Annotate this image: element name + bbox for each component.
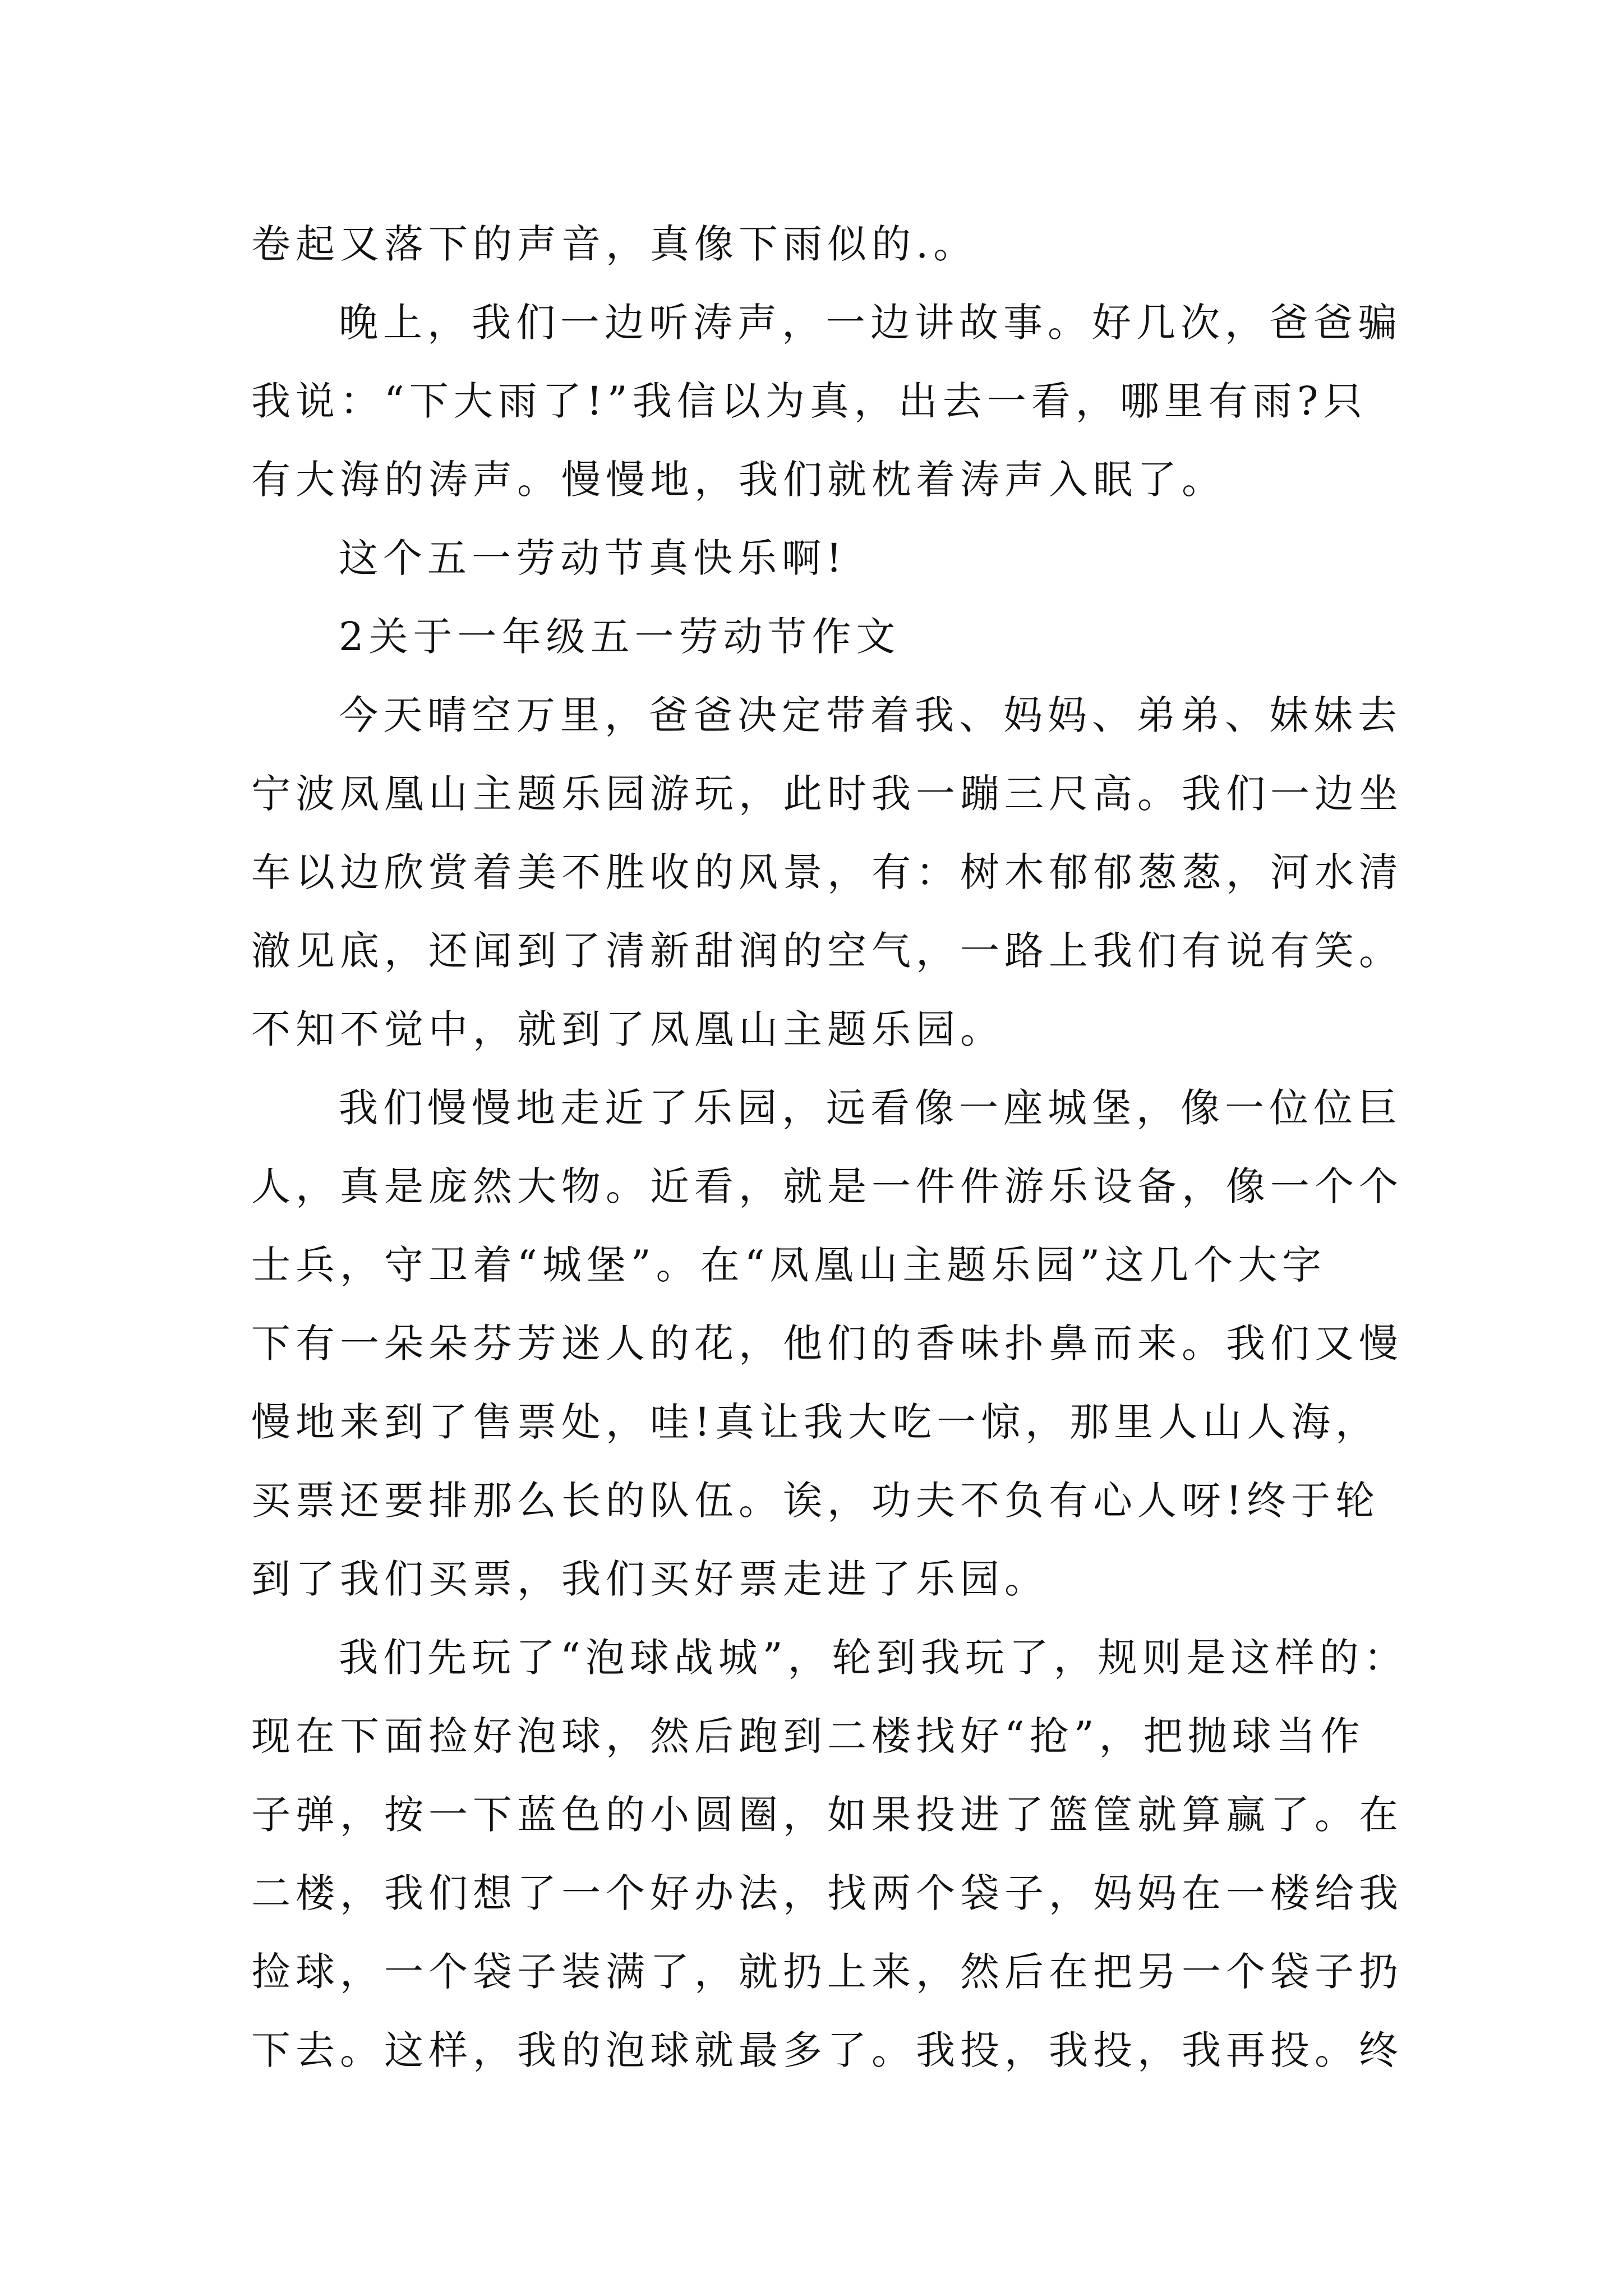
text-line: 到了我们买票，我们买好票走进了乐园。	[251, 1556, 1049, 1602]
text-line: 捡球，一个袋子装满了，就扔上来，然后在把另一个袋子扔	[251, 1949, 1403, 1995]
paragraph-start-line: 我们先玩了“泡球战城”，轮到我玩了，规则是这样的：	[339, 1635, 1408, 1681]
text-line: 下有一朵朵芬芳迷人的花，他们的香味扑鼻而来。我们又慢	[251, 1320, 1403, 1366]
section-heading: 2关于一年级五一劳动节作文	[339, 614, 901, 660]
text-line: 二楼，我们想了一个好办法，找两个袋子，妈妈在一楼给我	[251, 1870, 1403, 1916]
paragraph-start-line: 我们慢慢地走近了乐园，远看像一座城堡，像一位位巨	[339, 1085, 1402, 1131]
text-line: 有大海的涛声。慢慢地，我们就枕着涛声入眠了。	[251, 457, 1226, 503]
text-line: 不知不觉中，就到了凤凰山主题乐园。	[251, 1006, 1004, 1052]
text-line: 子弹，按一下蓝色的小圆圈，如果投进了篮筐就算赢了。在	[251, 1792, 1403, 1838]
text-line: 慢地来到了售票处，哇!真让我大吃一惊，那里人山人海，	[251, 1399, 1380, 1445]
text-line: 买票还要排那么长的队伍。诶，功夫不负有心人呀!终于轮	[251, 1478, 1380, 1524]
text-line: 现在下面捡好泡球，然后跑到二楼找好“抢”，把抛球当作	[251, 1713, 1365, 1759]
text-line: 士兵，守卫着“城堡”。在“凤凰山主题乐园”这几个大字	[251, 1242, 1327, 1288]
text-line: 卷起又落下的声音，真像下雨似的.。	[251, 221, 978, 267]
text-line: 我说：“下大雨了!”我信以为真，出去一看，哪里有雨?只	[251, 378, 1368, 424]
paragraph-start-line: 晚上，我们一边听涛声，一边讲故事。好几次，爸爸骗	[339, 300, 1402, 346]
text-line: 澈见底，还闻到了清新甜润的空气，一路上我们有说有笑。	[251, 928, 1403, 974]
paragraph-start-line: 这个五一劳动节真快乐啊!	[339, 535, 847, 581]
text-line: 车以边欣赏着美不胜收的风景，有：树木郁郁葱葱，河水清	[251, 849, 1403, 895]
text-line: 人，真是庞然大物。近看，就是一件件游乐设备，像一个个	[251, 1163, 1403, 1209]
text-line: 下去。这样，我的泡球就最多了。我投，我投，我再投。终	[251, 2027, 1403, 2073]
paragraph-start-line: 今天晴空万里，爸爸决定带着我、妈妈、弟弟、妹妹去	[339, 692, 1402, 738]
text-line: 宁波凤凰山主题乐园游玩，此时我一蹦三尺高。我们一边坐	[251, 771, 1403, 817]
